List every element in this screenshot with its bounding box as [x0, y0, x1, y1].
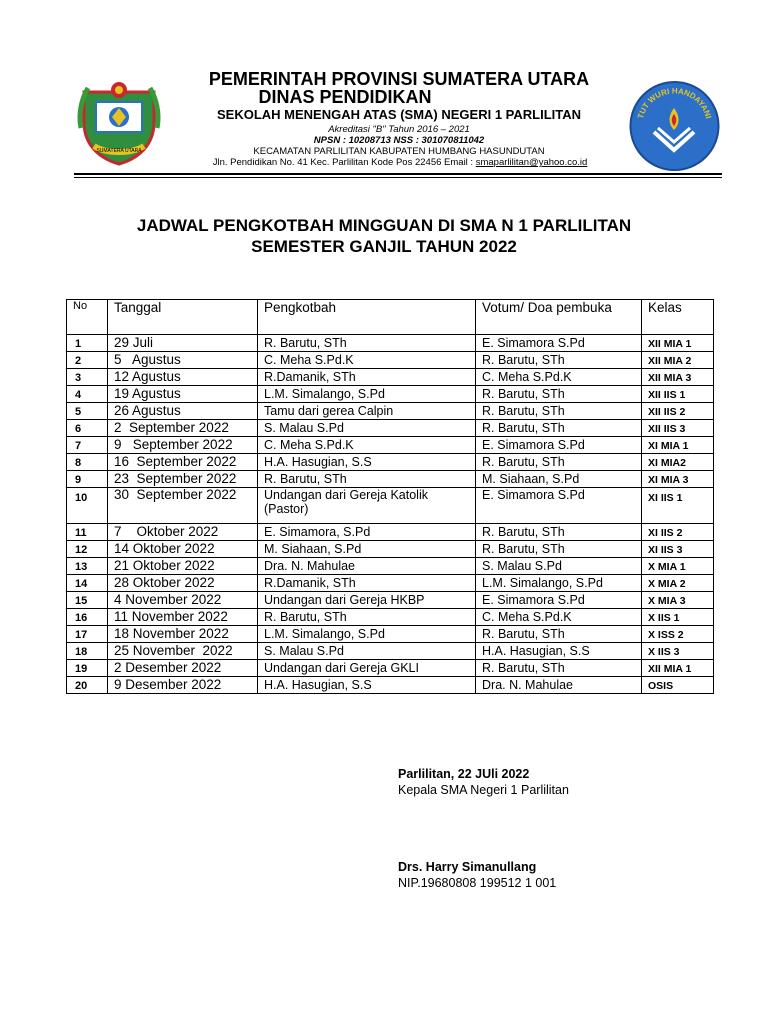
cell-votum: H.A. Hasugian, S.S	[476, 643, 642, 660]
letterhead-rule-thick	[74, 173, 722, 175]
cell-kelas: XI MIA 3	[642, 471, 714, 488]
table-row	[67, 471, 714, 488]
cell-kelas: XII IIS 1	[642, 386, 714, 403]
cell-date: 21 Oktober 2022	[108, 558, 258, 575]
table-row	[67, 643, 714, 660]
table-header-row	[67, 300, 714, 335]
cell-no: 10	[67, 488, 108, 524]
cell-date: 23 September 2022	[108, 471, 258, 488]
accreditation-text: Akreditasi "B" Tahun 2016 – 2021	[328, 124, 470, 135]
cell-votum: M. Siahaan, S.Pd	[476, 471, 642, 488]
cell-preacher: S. Malau S.Pd	[258, 643, 476, 660]
table-row	[67, 609, 714, 626]
document-title: JADWAL PENGKOTBAH MINGGUAN DI SMA N 1 PARLILITAN	[136, 216, 632, 235]
cell-date: 18 November 2022	[108, 626, 258, 643]
cell-kelas: OSIS	[642, 677, 714, 694]
table-row	[67, 335, 714, 352]
cell-preacher: R.Damanik, STh	[258, 575, 476, 592]
cell-preacher: H.A. Hasugian, S.S	[258, 677, 476, 694]
cell-date: 2 Desember 2022	[108, 660, 258, 677]
cell-kelas: X IIS 3	[642, 643, 714, 660]
preacher-schedule-table	[66, 299, 714, 694]
cell-date: 26 Agustus	[108, 403, 258, 420]
cell-kelas: XI IIS 1	[642, 488, 714, 524]
school-email-link[interactable]: smaparlilitan@yahoo.co.id	[475, 157, 588, 168]
cell-votum: C. Meha S.Pd.K	[476, 369, 642, 386]
cell-votum: R. Barutu, STh	[476, 403, 642, 420]
col-header-date: Tanggal	[108, 300, 258, 335]
svg-text:SUMATERA UTARA: SUMATERA UTARA	[96, 148, 142, 154]
table-row	[67, 677, 714, 694]
cell-date: 2 September 2022	[108, 420, 258, 437]
cell-kelas: XI IIS 2	[642, 524, 714, 541]
cell-kelas: XII MIA 2	[642, 352, 714, 369]
table-row	[67, 420, 714, 437]
cell-votum: E. Simamora S.Pd	[476, 437, 642, 454]
cell-votum: R. Barutu, STh	[476, 420, 642, 437]
office-heading: DINAS PENDIDIKAN	[258, 87, 432, 107]
cell-no: 2	[67, 352, 108, 369]
cell-preacher: Undangan dari Gereja HKBP	[258, 592, 476, 609]
table-row	[67, 352, 714, 369]
table-row	[67, 437, 714, 454]
cell-votum: R. Barutu, STh	[476, 386, 642, 403]
cell-no: 9	[67, 471, 108, 488]
cell-no: 3	[67, 369, 108, 386]
table-row	[67, 660, 714, 677]
cell-no: 16	[67, 609, 108, 626]
cell-no: 12	[67, 541, 108, 558]
cell-date: 11 November 2022	[108, 609, 258, 626]
cell-kelas: X ISS 2	[642, 626, 714, 643]
letterhead-rule-thin	[74, 177, 722, 178]
cell-date: 19 Agustus	[108, 386, 258, 403]
district-text: KECAMATAN PARLILITAN KABUPATEN HUMBANG HASUNDUTAN	[253, 146, 545, 157]
cell-preacher: C. Meha S.Pd.K	[258, 437, 476, 454]
cell-kelas: X MIA 1	[642, 558, 714, 575]
cell-kelas: XI MIA2	[642, 454, 714, 471]
cell-date: 14 Oktober 2022	[108, 541, 258, 558]
cell-preacher: Dra. N. Mahulae	[258, 558, 476, 575]
cell-votum: Dra. N. Mahulae	[476, 677, 642, 694]
cell-no: 8	[67, 454, 108, 471]
cell-no: 5	[67, 403, 108, 420]
cell-no: 15	[67, 592, 108, 609]
cell-preacher: L.M. Simalango, S.Pd	[258, 626, 476, 643]
cell-kelas: XII MIA 1	[642, 335, 714, 352]
cell-preacher: H.A. Hasugian, S.S	[258, 454, 476, 471]
cell-votum: C. Meha S.Pd.K	[476, 609, 642, 626]
govt-heading: PEMERINTAH PROVINSI SUMATERA UTARA	[208, 69, 590, 89]
cell-no: 7	[67, 437, 108, 454]
col-header-no: No	[67, 300, 108, 335]
cell-votum: R. Barutu, STh	[476, 626, 642, 643]
table-row	[67, 386, 714, 403]
signatory-nip: NIP.19680808 199512 1 001	[398, 876, 557, 890]
sumatera-utara-emblem-logo	[76, 78, 162, 168]
cell-date: 28 Oktober 2022	[108, 575, 258, 592]
cell-date: 4 November 2022	[108, 592, 258, 609]
table-row	[67, 524, 714, 541]
cell-votum: R. Barutu, STh	[476, 454, 642, 471]
cell-preacher: L.M. Simalango, S.Pd	[258, 386, 476, 403]
table-row	[67, 592, 714, 609]
cell-votum: E. Simamora S.Pd	[476, 592, 642, 609]
table-row	[67, 541, 714, 558]
table-row	[67, 488, 714, 524]
cell-no: 19	[67, 660, 108, 677]
col-header-votum: Votum/ Doa pembuka	[476, 300, 642, 335]
cell-preacher: Undangan dari Gereja GKLI	[258, 660, 476, 677]
cell-no: 18	[67, 643, 108, 660]
cell-preacher: R. Barutu, STh	[258, 471, 476, 488]
cell-date: 25 November 2022	[108, 643, 258, 660]
cell-votum: L.M. Simalango, S.Pd	[476, 575, 642, 592]
table-row	[67, 454, 714, 471]
cell-kelas: X IIS 1	[642, 609, 714, 626]
table-row	[67, 558, 714, 575]
cell-kelas: XII MIA 1	[642, 660, 714, 677]
table-row	[67, 575, 714, 592]
cell-votum: E. Simamora S.Pd	[476, 488, 642, 524]
table-row	[67, 369, 714, 386]
address-line	[150, 157, 650, 168]
cell-date: 9 September 2022	[108, 437, 258, 454]
cell-kelas: XI IIS 3	[642, 541, 714, 558]
cell-no: 14	[67, 575, 108, 592]
cell-votum: S. Malau S.Pd	[476, 558, 642, 575]
cell-votum: E. Simamora S.Pd	[476, 335, 642, 352]
cell-date: 9 Desember 2022	[108, 677, 258, 694]
cell-preacher: E. Simamora, S.Pd	[258, 524, 476, 541]
cell-votum: R. Barutu, STh	[476, 524, 642, 541]
cell-no: 6	[67, 420, 108, 437]
cell-kelas: XII IIS 3	[642, 420, 714, 437]
cell-kelas: XII MIA 3	[642, 369, 714, 386]
table-row	[67, 626, 714, 643]
signature-place-date: Parlilitan, 22 JUli 2022	[398, 767, 530, 781]
cell-no: 1	[67, 335, 108, 352]
col-header-kelas: Kelas	[642, 300, 714, 335]
cell-votum: R. Barutu, STh	[476, 541, 642, 558]
cell-date: 12 Agustus	[108, 369, 258, 386]
cell-votum: R. Barutu, STh	[476, 660, 642, 677]
cell-preacher: Undangan dari Gereja Katolik (Pastor)	[258, 488, 476, 524]
cell-preacher: Tamu dari gerea Calpin	[258, 403, 476, 420]
cell-preacher: C. Meha S.Pd.K	[258, 352, 476, 369]
cell-preacher: S. Malau S.Pd	[258, 420, 476, 437]
col-header-preacher: Pengkotbah	[258, 300, 476, 335]
cell-kelas: XII IIS 2	[642, 403, 714, 420]
school-ids-text: NPSN : 10208713 NSS : 301070811042	[313, 135, 485, 146]
document-subtitle: SEMESTER GANJIL TAHUN 2022	[251, 237, 517, 256]
cell-kelas: X MIA 3	[642, 592, 714, 609]
cell-no: 20	[67, 677, 108, 694]
cell-votum: R. Barutu, STh	[476, 352, 642, 369]
cell-kelas: XI MIA 1	[642, 437, 714, 454]
cell-kelas: X MIA 2	[642, 575, 714, 592]
cell-preacher: R. Barutu, STh	[258, 335, 476, 352]
cell-no: 17	[67, 626, 108, 643]
cell-no: 4	[67, 386, 108, 403]
cell-no: 13	[67, 558, 108, 575]
signatory-name: Drs. Harry Simanullang	[398, 860, 537, 874]
cell-date: 29 Juli	[108, 335, 258, 352]
table-row	[67, 403, 714, 420]
school-heading: SEKOLAH MENENGAH ATAS (SMA) NEGERI 1 PARLILITAN	[217, 107, 581, 122]
cell-date: 30 September 2022	[108, 488, 258, 524]
cell-preacher: R.Damanik, STh	[258, 369, 476, 386]
signature-position: Kepala SMA Negeri 1 Parlilitan	[398, 783, 569, 797]
cell-date: 16 September 2022	[108, 454, 258, 471]
cell-preacher: R. Barutu, STh	[258, 609, 476, 626]
cell-preacher: M. Siahaan, S.Pd	[258, 541, 476, 558]
cell-date: 5 Agustus	[108, 352, 258, 369]
cell-no: 11	[67, 524, 108, 541]
address-text: Jln. Pendidikan No. 41 Kec. Parlilitan Kode Pos 22456 Email :	[212, 157, 476, 168]
svg-text:TUT WURI HANDAYANI: TUT WURI HANDAYANI	[635, 86, 714, 120]
cell-date: 7 Oktober 2022	[108, 524, 258, 541]
